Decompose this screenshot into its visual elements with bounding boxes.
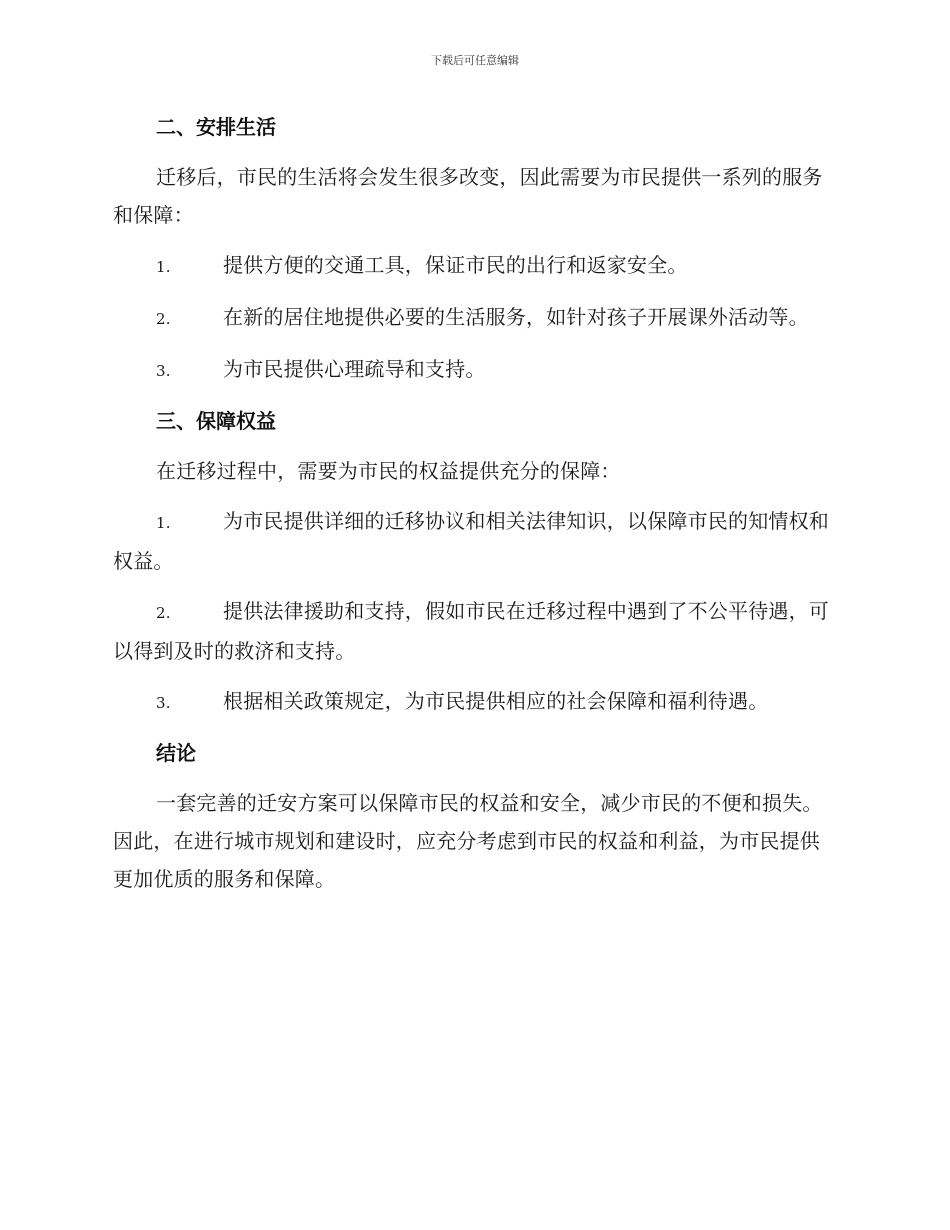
- section-body-conclusion: 一套完善的迁安方案可以保障市民的权益和安全，减少市民的不便和损失。因此，在进行城市规划和建设时，应充分考虑到市民的权益和利益，为市民提供更加优质的服务和保障。: [113, 791, 823, 891]
- list-item: [113, 592, 833, 670]
- list-item-text: 提供法律援助和支持，假如市民在迁移过程中遇到了不公平待遇，可以得到及时的救济和支持。: [113, 599, 829, 663]
- section-heading-conclusion: 结论: [156, 741, 196, 765]
- list-item-number: 1.: [156, 514, 171, 532]
- list-item-number: 2.: [156, 604, 171, 622]
- list-item-number: 3.: [156, 362, 171, 380]
- section-heading-rights: 三、保障权益: [156, 409, 276, 433]
- document-body: [113, 108, 833, 910]
- list-item-text: 根据相关政策规定，为市民提供相应的社会保障和福利待遇。: [223, 689, 769, 713]
- list-item-text: 提供方便的交通工具，保证市民的出行和返家安全。: [223, 253, 688, 277]
- page-header-note: 下载后可任意编辑: [431, 54, 519, 67]
- list-item-number: 1.: [156, 258, 171, 276]
- list-item-text: 为市民提供心理疏导和支持。: [223, 357, 486, 381]
- list-item-number: 3.: [156, 694, 171, 712]
- list-item: [113, 682, 833, 722]
- section-heading-living: 二、安排生活: [156, 115, 276, 139]
- section-intro-living: 迁移后，市民的生活将会发生很多改变，因此需要为市民提供一系列的服务和保障：: [113, 165, 823, 227]
- list-item: [113, 298, 833, 338]
- list-item: [113, 350, 833, 390]
- section-intro-rights: 在迁移过程中，需要为市民的权益提供充分的保障：: [156, 459, 621, 483]
- list-item-number: 2.: [156, 310, 171, 328]
- list-item: [113, 502, 833, 580]
- list-item-text: 为市民提供详细的迁移协议和相关法律知识，以保障市民的知情权和权益。: [113, 509, 829, 573]
- list-item: [113, 246, 833, 286]
- list-item-text: 在新的居住地提供必要的生活服务，如针对孩子开展课外活动等。: [223, 305, 809, 329]
